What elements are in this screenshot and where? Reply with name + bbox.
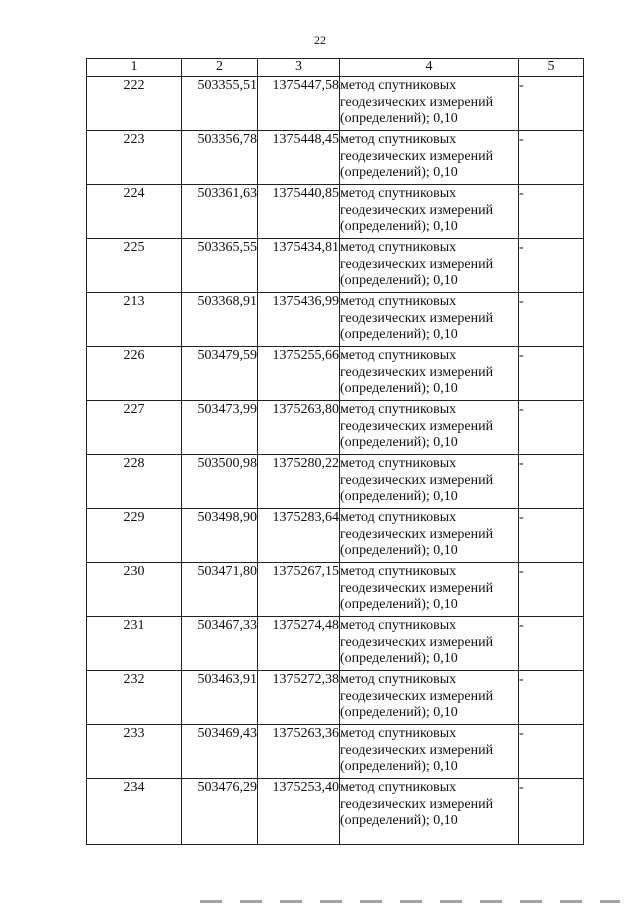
x-coordinate-cell: 503476,29 bbox=[182, 779, 258, 845]
point-number-cell: 234 bbox=[87, 779, 182, 845]
note-cell: - bbox=[519, 779, 584, 845]
method-cell: метод спутниковых геодезических измерений (определений); 0,10 bbox=[340, 239, 519, 293]
note-cell: - bbox=[519, 239, 584, 293]
header-col-1: 1 bbox=[87, 59, 182, 77]
point-number-cell: 225 bbox=[87, 239, 182, 293]
x-coordinate-cell: 503469,43 bbox=[182, 725, 258, 779]
table-row bbox=[87, 401, 584, 455]
note-cell: - bbox=[519, 671, 584, 725]
point-number-cell: 230 bbox=[87, 563, 182, 617]
point-number-cell: 222 bbox=[87, 77, 182, 131]
note-cell: - bbox=[519, 347, 584, 401]
x-coordinate-cell: 503473,99 bbox=[182, 401, 258, 455]
point-number-cell: 233 bbox=[87, 725, 182, 779]
x-coordinate-cell: 503368,91 bbox=[182, 293, 258, 347]
table-row bbox=[87, 239, 584, 293]
point-number-cell: 231 bbox=[87, 617, 182, 671]
table-header-row bbox=[87, 59, 584, 77]
x-coordinate-cell: 503479,59 bbox=[182, 347, 258, 401]
point-number-cell: 227 bbox=[87, 401, 182, 455]
note-cell: - bbox=[519, 185, 584, 239]
table-row bbox=[87, 671, 584, 725]
y-coordinate-cell: 1375447,58 bbox=[258, 77, 340, 131]
x-coordinate-cell: 503356,78 bbox=[182, 131, 258, 185]
method-cell: метод спутниковых геодезических измерений (определений); 0,10 bbox=[340, 293, 519, 347]
y-coordinate-cell: 1375267,15 bbox=[258, 563, 340, 617]
method-cell: метод спутниковых геодезических измерений (определений); 0,10 bbox=[340, 725, 519, 779]
header-col-5: 5 bbox=[519, 59, 584, 77]
note-cell: - bbox=[519, 131, 584, 185]
header-col-3: 3 bbox=[258, 59, 340, 77]
point-number-cell: 229 bbox=[87, 509, 182, 563]
x-coordinate-cell: 503467,33 bbox=[182, 617, 258, 671]
note-cell: - bbox=[519, 563, 584, 617]
y-coordinate-cell: 1375263,80 bbox=[258, 401, 340, 455]
table-row bbox=[87, 725, 584, 779]
point-number-cell: 224 bbox=[87, 185, 182, 239]
scan-artifact bbox=[200, 900, 620, 903]
point-number-cell: 223 bbox=[87, 131, 182, 185]
point-number-cell: 228 bbox=[87, 455, 182, 509]
method-cell: метод спутниковых геодезических измерений (определений); 0,10 bbox=[340, 455, 519, 509]
method-cell: метод спутниковых геодезических измерений (определений); 0,10 bbox=[340, 347, 519, 401]
y-coordinate-cell: 1375436,99 bbox=[258, 293, 340, 347]
method-cell: метод спутниковых геодезических измерений (определений); 0,10 bbox=[340, 401, 519, 455]
method-cell: метод спутниковых геодезических измерений (определений); 0,10 bbox=[340, 509, 519, 563]
table-row bbox=[87, 617, 584, 671]
note-cell: - bbox=[519, 401, 584, 455]
table-row bbox=[87, 563, 584, 617]
x-coordinate-cell: 503500,98 bbox=[182, 455, 258, 509]
y-coordinate-cell: 1375255,66 bbox=[258, 347, 340, 401]
y-coordinate-cell: 1375280,22 bbox=[258, 455, 340, 509]
method-cell: метод спутниковых геодезических измерений (определений); 0,10 bbox=[340, 131, 519, 185]
y-coordinate-cell: 1375283,64 bbox=[258, 509, 340, 563]
y-coordinate-cell: 1375263,36 bbox=[258, 725, 340, 779]
table-row bbox=[87, 455, 584, 509]
coordinates-table bbox=[86, 58, 584, 845]
note-cell: - bbox=[519, 455, 584, 509]
point-number-cell: 232 bbox=[87, 671, 182, 725]
method-cell: метод спутниковых геодезических измерений (определений); 0,10 bbox=[340, 671, 519, 725]
page-number: 22 bbox=[314, 33, 326, 47]
method-cell: метод спутниковых геодезических измерений (определений); 0,10 bbox=[340, 185, 519, 239]
x-coordinate-cell: 503498,90 bbox=[182, 509, 258, 563]
table-row bbox=[87, 779, 584, 845]
table-row bbox=[87, 185, 584, 239]
note-cell: - bbox=[519, 725, 584, 779]
point-number-cell: 213 bbox=[87, 293, 182, 347]
note-cell: - bbox=[519, 77, 584, 131]
y-coordinate-cell: 1375272,38 bbox=[258, 671, 340, 725]
x-coordinate-cell: 503463,91 bbox=[182, 671, 258, 725]
y-coordinate-cell: 1375440,85 bbox=[258, 185, 340, 239]
y-coordinate-cell: 1375253,40 bbox=[258, 779, 340, 845]
y-coordinate-cell: 1375448,45 bbox=[258, 131, 340, 185]
table-row bbox=[87, 131, 584, 185]
header-col-2: 2 bbox=[182, 59, 258, 77]
method-cell: метод спутниковых геодезических измерений (определений); 0,10 bbox=[340, 617, 519, 671]
method-cell: метод спутниковых геодезических измерений (определений); 0,10 bbox=[340, 77, 519, 131]
method-cell: метод спутниковых геодезических измерений (определений); 0,10 bbox=[340, 779, 519, 845]
table-row bbox=[87, 77, 584, 131]
table-row bbox=[87, 509, 584, 563]
table-row bbox=[87, 347, 584, 401]
x-coordinate-cell: 503361,63 bbox=[182, 185, 258, 239]
table-row bbox=[87, 293, 584, 347]
note-cell: - bbox=[519, 509, 584, 563]
header-col-4: 4 bbox=[340, 59, 519, 77]
x-coordinate-cell: 503471,80 bbox=[182, 563, 258, 617]
x-coordinate-cell: 503355,51 bbox=[182, 77, 258, 131]
y-coordinate-cell: 1375274,48 bbox=[258, 617, 340, 671]
point-number-cell: 226 bbox=[87, 347, 182, 401]
method-cell: метод спутниковых геодезических измерений (определений); 0,10 bbox=[340, 563, 519, 617]
y-coordinate-cell: 1375434,81 bbox=[258, 239, 340, 293]
note-cell: - bbox=[519, 293, 584, 347]
x-coordinate-cell: 503365,55 bbox=[182, 239, 258, 293]
note-cell: - bbox=[519, 617, 584, 671]
